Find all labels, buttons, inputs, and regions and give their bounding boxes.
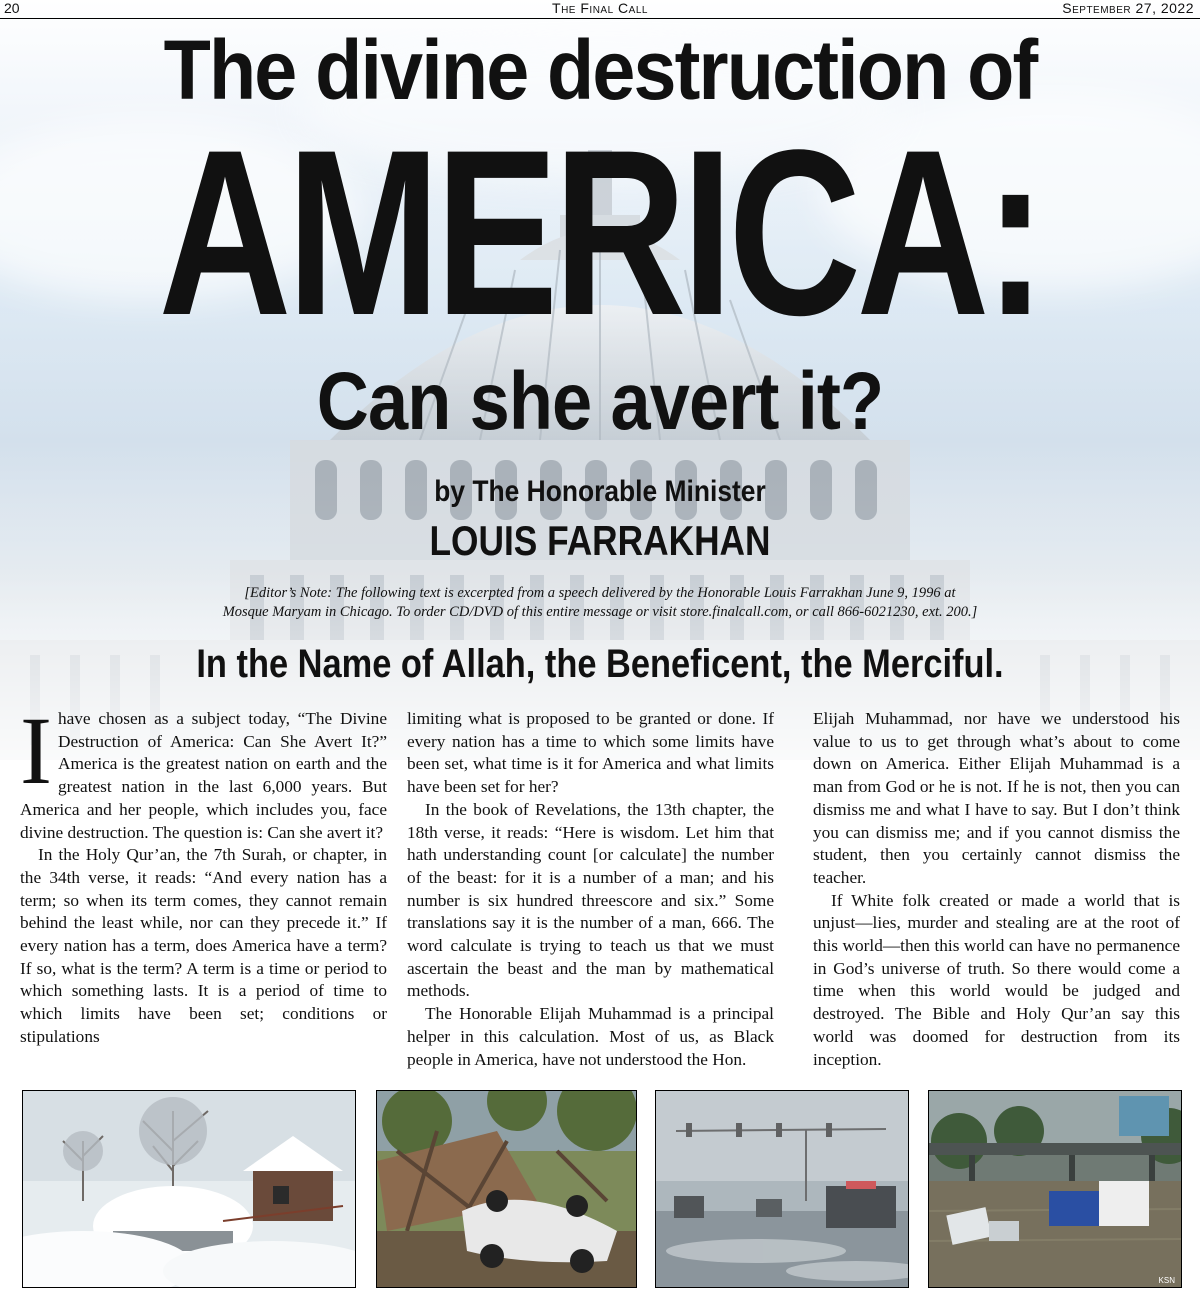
hurricane-road-photo	[655, 1090, 909, 1288]
paragraph	[20, 697, 387, 844]
issue-date: September 27, 2022	[1062, 0, 1194, 16]
flood-photo	[928, 1090, 1182, 1288]
article-body	[20, 697, 1182, 1078]
bismillah-heading: In the Name of Allah, the Beneficent, the Merciful.	[196, 642, 1004, 686]
paragraph: The Honorable Elijah Muhammad is a principal helper in this calculation. Most of us, as Black people in America, have not understood the Hon.	[407, 1004, 774, 1069]
paragraph: limiting what is proposed to be granted or done. If every nation has a time to which some limits have been set, what time is it for America and what limits have been set for her?	[407, 709, 774, 797]
headline-line-1: The divine destruction of	[163, 23, 1037, 117]
paragraph: Elijah Muhammad, nor have we understood his value to us to get through what’s about to come down on America. Either Elijah Muhammad is a man from God or he is not. If he is not, then you can dismiss me and what I have to say. But I don’t think you can dismiss me; and if you cannot dismiss the student, then you certainly cannot dismiss the teacher.	[813, 709, 1180, 887]
editors-note-line-2: Mosque Maryam in Chicago. To order CD/DVD of this entire message or visit store.finalcall.com, or call 866-6021230, ext. 200.]	[222, 604, 978, 620]
photo-strip	[0, 1088, 1200, 1288]
article-column-3	[813, 708, 1180, 1071]
tornado-damage-photo	[376, 1090, 637, 1288]
byline-author: LOUIS FARRAKHAN	[429, 517, 771, 564]
headline-america: AMERICA:	[158, 101, 1042, 365]
paragraph-text: have chosen as a subject today, “The Divine Destruction of America: Can She Avert It?” America is the greatest nation on earth and the greatest nation in the last 6,000 years. But America and her people, which includes you, face divine destruction. The question is: Can she avert it?	[20, 709, 387, 842]
page-number: 20	[4, 0, 20, 16]
editors-note-line-1: [Editor’s Note: The following text is excerpted from a speech delivered by the Honorable Louis Farrakhan June 9, 1996 at	[244, 585, 956, 601]
page-masthead	[0, 0, 1200, 19]
paragraph: If White folk created or made a world that is unjust—lies, murder and stealing are at the root of this world—then this world can have no permanence in God’s universe of truth. So there would come a time when this world would be judged and destroyed. The Bible and Holy Qur’an say this world was doomed for destruction from its inception.	[813, 890, 1180, 1069]
article-column-1	[20, 697, 387, 1049]
editors-note	[120, 584, 1080, 622]
paragraph: In the book of Revelations, the 13th chapter, the 18th verse, it reads: “Here is wisdom. Let him that hath understanding count [or calculate] the number of the beast: for it is a number of a man; and his number is six hundred threescore and six.” Some translations say it is the number of a man, 666. The word calculate is trying to teach us that we must ascertain the beast and the man by mathematical methods.	[407, 799, 774, 1001]
article-column-2	[407, 708, 774, 1071]
publication-name: The Final Call	[552, 0, 648, 16]
paragraph: In the Holy Qur’an, the 7th Surah, or chapter, in the 34th verse, it reads: “And every nation has a term; so when its term comes, they cannot remain behind the least while, nor can they precede it.” If every nation has a term, does America have a term? If so, what is the term? A term is a time or period to which something lasts. It is a period of time to which limits have been set; conditions or stipulations	[20, 845, 387, 1046]
photo-credit: KSN	[1158, 1276, 1175, 1285]
snowstorm-photo	[22, 1090, 356, 1288]
headline-subtitle: Can she avert it?	[316, 356, 884, 447]
byline-title: by The Honorable Minister	[434, 475, 766, 508]
drop-cap: I	[20, 697, 52, 804]
